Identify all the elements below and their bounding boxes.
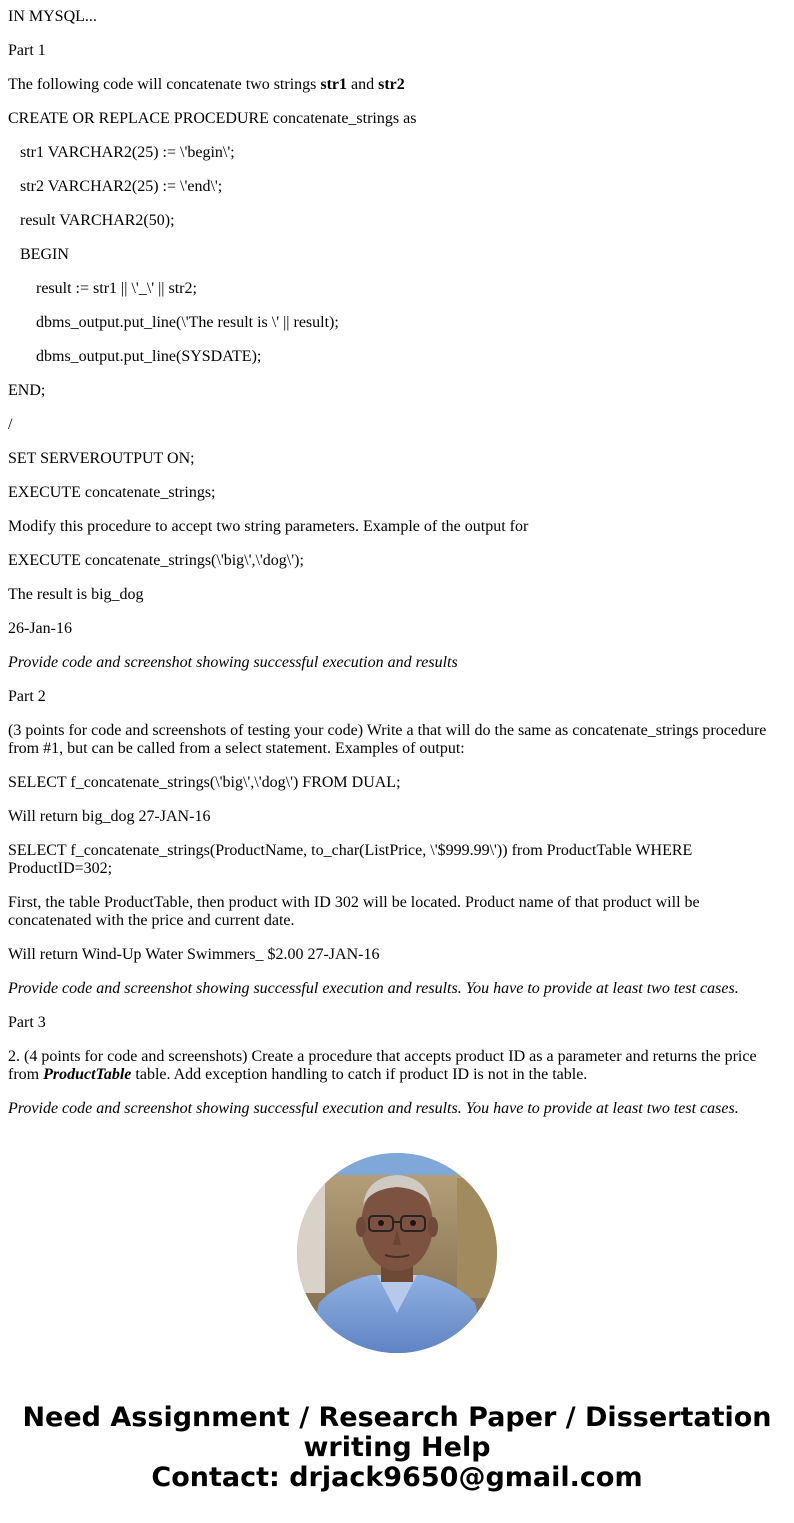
- str1-label: str1: [320, 76, 348, 93]
- code-line: str2 VARCHAR2(25) := \'end\';: [20, 178, 223, 195]
- part1-description: The following code will concatenate two strings str1 and str2: [8, 76, 405, 93]
- intro-text: IN MYSQL...: [8, 8, 97, 25]
- part3-instruction: Provide code and screenshot showing successful execution and results. You have to provide at least two test cases.: [8, 1100, 739, 1117]
- promo-contact: Contact: drjack9650@gmail.com: [151, 1462, 643, 1493]
- example-line: 26-Jan-16: [8, 620, 72, 637]
- example-line: EXECUTE concatenate_strings(\'big\',\'dog\');: [8, 552, 304, 569]
- code-line: SET SERVEROUTPUT ON;: [8, 450, 195, 467]
- str2-label: str2: [378, 76, 405, 93]
- code-line: result VARCHAR2(50);: [20, 212, 175, 229]
- code-line: result := str1 || \'_\' || str2;: [36, 280, 197, 297]
- part2-description: (3 points for code and screenshots of testing your code) Write a that will do the same as concatenate_strings procedure from #1, but can be called from a select statement. Examples of output:: [8, 722, 771, 757]
- part2-heading: Part 2: [8, 688, 46, 705]
- product-table-name: ProductTable: [43, 1066, 132, 1083]
- code-line: str1 VARCHAR2(25) := \'begin\';: [20, 144, 235, 161]
- portrait-image: [297, 1153, 497, 1353]
- example-line: The result is big_dog: [8, 586, 144, 603]
- part2-line: Will return big_dog 27-JAN-16: [8, 808, 211, 825]
- part3-description: 2. (4 points for code and screenshots) Create a procedure that accepts product ID as a parameter and returns the price from ProductTable table. Add exception handling to catch if product ID is not in the table.: [8, 1048, 761, 1083]
- part2-line: First, the table ProductTable, then product with ID 302 will be located. Product name of that product will be concatenated with the price and current date.: [8, 894, 704, 929]
- promo-banner: [0, 1403, 794, 1493]
- code-line: CREATE OR REPLACE PROCEDURE concatenate_strings as: [8, 110, 417, 127]
- code-line: BEGIN: [20, 246, 69, 263]
- part3-heading: Part 3: [8, 1014, 46, 1031]
- part2-instruction: Provide code and screenshot showing successful execution and results. You have to provide at least two test cases.: [8, 980, 739, 997]
- code-line: EXECUTE concatenate_strings;: [8, 484, 216, 501]
- code-line: END;: [8, 382, 46, 399]
- part1-instruction: Provide code and screenshot showing successful execution and results: [8, 654, 458, 671]
- part2-line: SELECT f_concatenate_strings(ProductName, to_char(ListPrice, \'$999.99\')) from ProductTable WHERE ProductID=302;: [8, 842, 697, 877]
- part1-modify-text: Modify this procedure to accept two string parameters. Example of the output for: [8, 518, 529, 535]
- part1-heading: Part 1: [8, 42, 46, 59]
- code-line: /: [8, 416, 13, 433]
- code-line: dbms_output.put_line(SYSDATE);: [36, 348, 262, 365]
- part2-line: SELECT f_concatenate_strings(\'big\',\'dog\') FROM DUAL;: [8, 774, 401, 791]
- avatar: [297, 1153, 497, 1353]
- part2-line: Will return Wind-Up Water Swimmers_ $2.00 27-JAN-16: [8, 946, 380, 963]
- promo-line-1: Need Assignment / Research Paper / Dissertation writing Help: [22, 1402, 772, 1463]
- code-line: dbms_output.put_line(\'The result is \' || result);: [36, 314, 339, 331]
